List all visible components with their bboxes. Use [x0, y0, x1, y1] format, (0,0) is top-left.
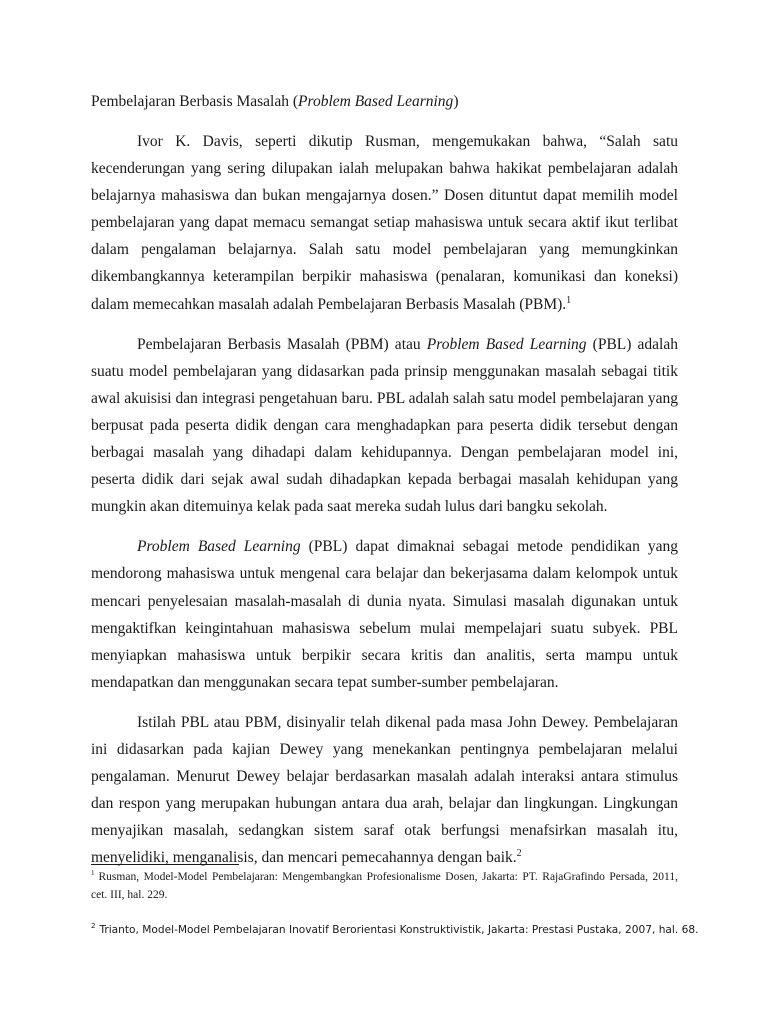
paragraph-1 [91, 128, 678, 318]
paragraph-4 [91, 709, 678, 872]
section-title-close: ) [453, 93, 459, 110]
paragraph-2-after: (PBL) adalah suatu model pembelajaran yang didasarkan pada prinsip menggunakan masalah sebagai titik awal akuisisi dan integrasi pengetahuan baru. PBL adalah salah satu model pembelajaran yang berpusat pada peserta didik dengan cara menghadapkan para peserta didik tersebut dengan berbagai masalah yang dihadapi dalam kehidupannya. Dengan pembelajaran model ini, peserta didik dari sejak awal sudah dihadapkan kepada berbagai masalah kehidupan yang mungkin akan ditemuinya kelak pada saat mereka sudah lulus dari bangku sekolah. [91, 335, 678, 516]
footnote-1-text: Rusman, Model-Model Pembelajaran: Mengembangkan Profesionalisme Dosen, Jakarta: PT. RajaGrafindo Persada, 2011, cet. III, hal. 229. [91, 871, 678, 901]
footnote-2-mark: 2 [91, 922, 96, 931]
section-title [91, 92, 458, 112]
paragraph-3-italic: Problem Based Learning [137, 538, 301, 556]
section-title-italic: Problem Based Learning [298, 93, 454, 110]
footnotes [91, 868, 699, 938]
paragraph-1-text: Ivor K. Davis, seperti dikutip Rusman, mengemukakan bahwa, “Salah satu kecenderungan yang sering dilupakan ialah melupakan bahwa hakikat pembelajaran adalah belajarnya mahasiswa dan bukan mengajarnya dosen.” Dosen dituntut dapat memilih model pembelajaran yang dapat memacu semangat setiap mahasiswa untuk secara aktif ikut terlibat dalam pengalaman belajarnya. Salah satu model pembelajaran yang memungkinkan dikembangkannya keterampilan berpikir mahasiswa (penalaran, komunikasi dan koneksi) dalam memecahkan masalah adalah Pembelajaran Berbasis Masalah (PBM). [91, 133, 678, 313]
footnote-2-text: Trianto, Model-Model Pembelajaran Inovatif Berorientasi Konstruktivistik, Jakarta: Prestasi Pustaka, 2007, hal. 68. [99, 924, 699, 936]
paragraph-3 [91, 533, 678, 696]
section-title-text: Pembelajaran Berbasis Masalah ( [91, 93, 299, 110]
footnote-1 [91, 868, 678, 904]
footnote-ref-1[interactable]: 1 [566, 294, 572, 306]
footnote-2 [91, 922, 699, 938]
paragraph-2-italic: Problem Based Learning [426, 335, 587, 353]
footnote-separator [91, 864, 239, 865]
footnote-1-mark: 1 [91, 869, 95, 878]
paragraph-2-before: Pembelajaran Berbasis Masalah (PBM) atau [137, 335, 427, 353]
document-body [91, 128, 678, 871]
footnote-ref-2[interactable]: 2 [516, 848, 522, 860]
paragraph-3-after: (PBL) dapat dimaknai sebagai metode pendidikan yang mendorong mahasiswa untuk mengenal cara belajar dan bekerjasama dalam kelompok untuk mencari penyelesaian masalah-masalah di dunia nyata. Simulasi masalah digunakan untuk mengaktifkan keingintahuan mahasiswa sebelum mulai mempelajari suatu subyek. PBL menyiapkan mahasiswa untuk berpikir secara kritis dan analitis, serta mampu untuk mendapatkan dan menggunakan secara tepat sumber-sumber pembelajaran. [91, 538, 678, 691]
paragraph-4-text: Istilah PBL atau PBM, disinyalir telah dikenal pada masa John Dewey. Pembelajaran ini didasarkan pada kajian Dewey yang menekankan pentingnya pembelajaran melalui pengalaman. Menurut Dewey belajar berdasarkan masalah adalah interaksi antara stimulus dan respon yang merupakan hubungan antara dua arah, belajar dan lingkungan. Lingkungan menyajikan masalah, sedangkan sistem saraf otak berfungsi menafsirkan masalah itu, menyelidiki, menganalisis, dan mencari pemecahannya dengan baik. [91, 713, 678, 867]
paragraph-2 [91, 331, 678, 521]
